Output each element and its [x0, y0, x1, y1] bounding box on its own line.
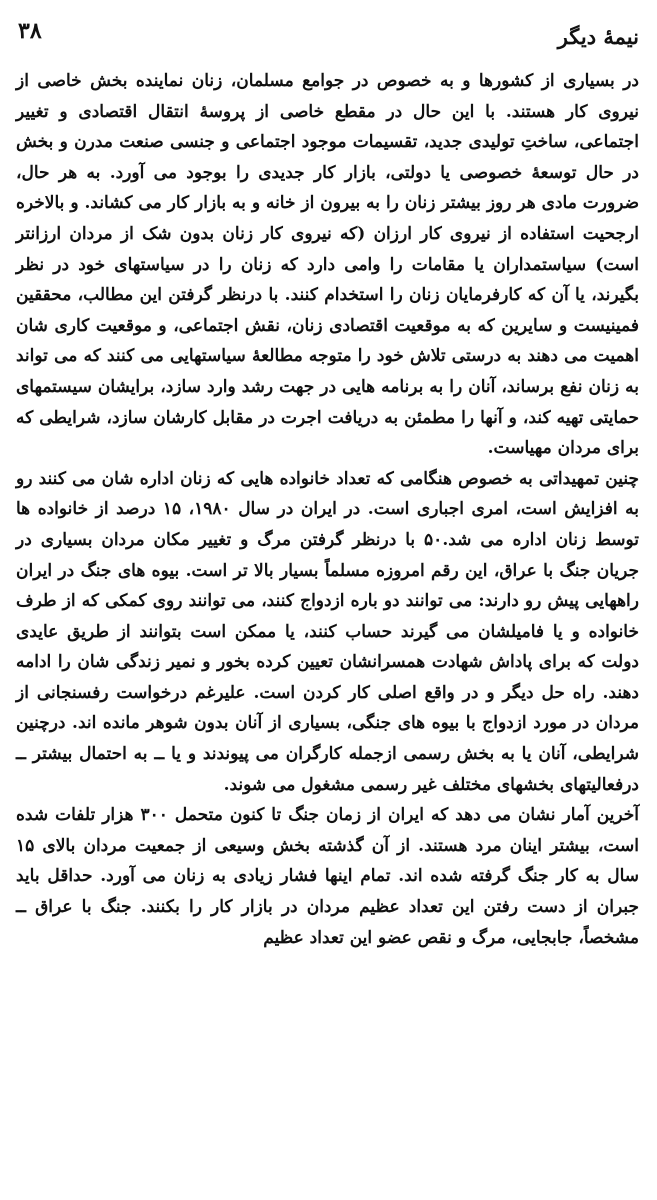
running-title: نیمهٔ دیگر [557, 24, 639, 49]
paragraph-women-labor: در بسیاری از کشورها و به خصوص در جوامع مسلمان، زنان نماینده بخش خاصی از نیروی کار هستند. با این حال در مقطع خاصی از پروسهٔ انتقال اقتصادی و تغییر اجتماعی، ساختِ تولیدی جدید، تقسیمات موجود اجتماعی و جنسی صنعت مدرن و بخش در حال توسعهٔ خصوصی یا دولتی، بازار کار جدیدی را بوجود می آورد. به هر حال، ضرورت مادی هر روز بیشتر زنان را به بیرون از خانه و به بازار کار می کشاند. و بالاخره ارجحیت استفاده از نیروی کار ارزان (که نیروی کار زنان بدون شک از مردان ارزانتر است) سیاستمداران یا مقامات را وامی دارد که زنان را در سیاستهای خود در نظر بگیرند، یا آن که کارفرمایان زنان را استخدام کنند. با درنظر گرفتن این مطالب، محققین فمینیست و سایرین که به موقعیت اقتصادی زنان، نقش اجتماعی، و موقعیت کاری شان اهمیت می دهند به درستی تلاش خود را متوجه مطالعهٔ سیاستهایی می کنند که می تواند به زنان نفع برساند، آنان را به برنامه هایی در جهت رشد وارد سازد، برایشان سیستمهای حمایتی تهیه کند، و آنها را مطمئن به دریافت اجرت در مقابل کارشان سازد، شرایطی که برای مردان مهیاست. [16, 71, 639, 459]
paragraph-households-widows: چنین تمهیداتی به خصوص هنگامی که تعداد خانواده هایی که زنان اداره شان می کنند رو به افزایش است، امری اجباری است. در ایران در سال ۱۹۸۰، ۱۵ درصد از خانواده ها توسط زنان اداره می شد.۵۰ با درنظر گرفتن مرگ و تغییر مکان مردان بسیاری در جریان جنگ با عراق، این رقم امروزه مسلماً بسیار بالا تر است. بیوه های جنگ در ایران راههایی پیش رو دارند: می توانند دو باره ازدواج کنند، می توانند روی کمکی که از طرف خانواده و یا فامیلشان می گیرند حساب کنند، یا ممکن است بتوانند از طریق عایدی دولت که برای پاداش شهادت همسرانشان تعیین کرده بخور و نمیر زندگی شان را ادامه دهند. راه حل دیگر و در واقع اصلی کار کردن است. علیرغم درخواست رفسنجانی از مردان در مورد ازدواج با بیوه های جنگی، بسیاری از آنان بدون شوهر مانده اند. درچنین شرایطی، آنان یا به بخش رسمی ازجمله کارگران می پیوندند و یا ــ به احتمال بیشتر ــ درفعالیتهای بخشهای مختلف غیر رسمی مشغول می شوند. [16, 468, 640, 795]
page-number: ۳۸ [18, 18, 42, 44]
page-header [18, 18, 639, 58]
paragraph-war-statistics: آخرین آمار نشان می دهد که ایران از زمان جنگ تا کنون متحمل ۳۰۰ هزار تلفات شده است، بیشتر اینان مرد هستند. از آن گذشته بخش وسیعی از جمعیت مردان بالای ۱۵ سال به کار جنگ گرفته شده اند. تمام اینها فشار زیادی به زنان می آورد. حداقل باید جبران از دست رفتن این تعداد عظیم مردان در بازار کار را بکنند. جنگ با عراق ــ مشخصاً، جابجایی، مرگ و نقص عضو این تعداد عظیم [16, 805, 640, 948]
body-text [16, 66, 639, 953]
